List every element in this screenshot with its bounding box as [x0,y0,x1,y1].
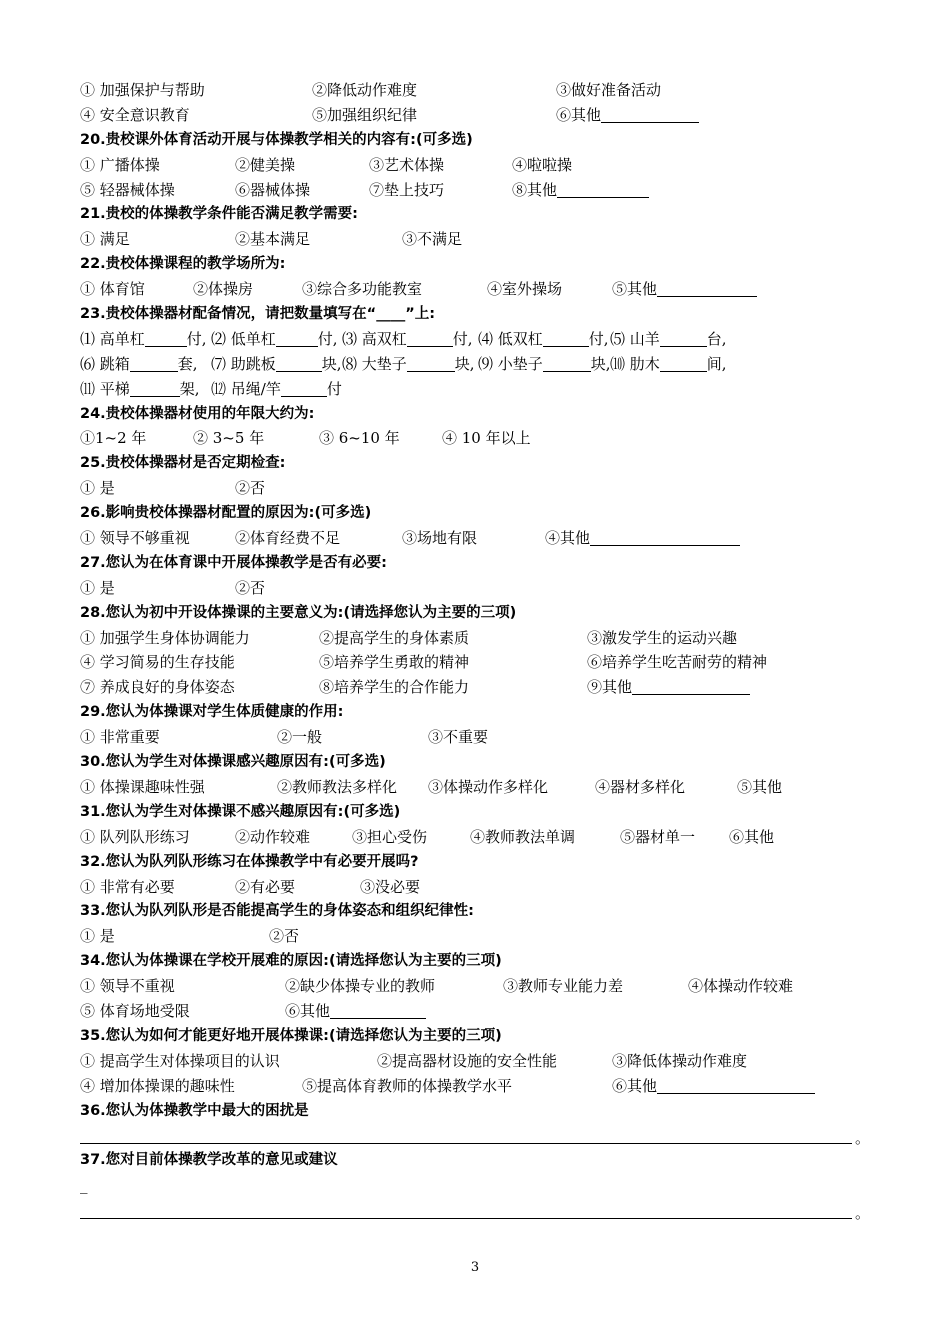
option-item[interactable] [80,526,190,551]
unit-label: 台, [706,329,727,348]
option-item[interactable] [80,675,235,700]
option-label: ①1~2 年 [80,429,147,448]
option-row [80,103,870,128]
option-label: ① 是 [80,479,115,498]
option-label: ① 领导不够重视 [80,529,190,548]
question-heading: 30.您认为学生对体操课感兴趣原因有:(可多选) [80,754,386,771]
option-item[interactable] [595,775,685,800]
option-row [80,476,870,501]
option-item[interactable] [235,153,295,178]
option-label: ④室外操场 [487,280,563,299]
option-label: ⑺ 助跳板 [211,354,276,373]
questionnaire-page [80,78,870,1223]
option-row [80,178,870,203]
option-row [80,153,870,178]
option-item[interactable] [193,277,253,302]
option-label: ① 体育馆 [80,280,145,299]
option-item[interactable] [556,78,661,103]
option-label: ②降低动作难度 [312,81,418,99]
option-row [80,999,870,1024]
option-item[interactable] [80,875,175,900]
option-label: ⑤提高体育教师的体操教学水平 [302,1076,513,1095]
option-label: ① 非常重要 [80,728,160,747]
question-heading: 27.您认为在体育课中开展体操教学是否有必要: [80,554,387,571]
option-row [80,775,870,800]
option-row [80,277,870,302]
question-heading: 29.您认为体操课对学生体质健康的作用: [80,704,344,721]
option-row [80,426,870,451]
option-label: ① 队列队形练习 [80,827,190,846]
option-label: ⑤器材单一 [620,827,696,846]
option-label: ① 加强保护与帮助 [80,81,205,99]
option-item[interactable] [80,775,205,800]
option-row [80,1074,870,1099]
option-item[interactable] [478,327,609,352]
option-label: ⑧培养学生的合作能力 [319,678,470,697]
fill-in-blank[interactable] [407,329,453,347]
option-label: ②体操房 [193,280,254,299]
option-item[interactable] [369,153,444,178]
option-label: ④啦啦操 [512,155,573,174]
option-row [80,875,870,900]
fill-in-blank[interactable] [657,1076,815,1094]
option-label: ③艺术体操 [369,155,445,174]
option-row [80,675,870,700]
question-heading: 24.贵校体操器材使用的年限大约为: [80,405,315,422]
option-label: ②体育经费不足 [235,529,341,548]
question-heading: 23.贵校体操器材配备情况，请把数量填写在“____”上: [80,306,436,323]
option-label: ⑤ 体育场地受限 [80,1001,190,1020]
option-item[interactable] [503,974,623,999]
question-heading: 34.您认为体操课在学校开展难的原因:(请选择您认为主要的三项) [80,953,502,970]
question-heading: 36.您认为体操教学中最大的困扰是 [80,1102,309,1119]
option-label: ① 体操课趣味性强 [80,777,205,796]
option-item[interactable] [193,426,264,451]
option-item[interactable] [235,875,295,900]
fill-in-blank[interactable] [660,329,707,347]
option-label: ⑽ 肋木 [610,354,660,373]
option-item[interactable] [80,1074,235,1099]
option-label: ③做好准备活动 [556,81,662,99]
question-heading: 33.您认为队列队形是否能提高学生的身体姿态和组织纪律性: [80,903,474,920]
option-item[interactable] [302,277,422,302]
question-heading: 25.贵校体操器材是否定期检查: [80,455,286,472]
question-heading: 20.贵校课外体育活动开展与体操教学相关的内容有:(可多选) [80,131,473,148]
option-item[interactable] [688,974,793,999]
option-item[interactable] [612,277,757,302]
option-label: ⑨其他 [587,678,633,697]
option-label: ② 3~5 年 [193,429,265,448]
option-row [80,650,870,675]
question-heading: 22.贵校体操课程的教学场所为: [80,256,286,273]
option-row [80,327,870,352]
option-item[interactable] [235,227,310,252]
option-item[interactable] [80,426,146,451]
option-label: ⑷ 低双杠 [478,329,543,348]
option-label: ②教师教法多样化 [277,777,398,796]
option-item[interactable] [512,153,572,178]
option-label: ②否 [269,927,300,946]
option-label: ②否 [235,578,266,597]
option-label: ④体操动作较难 [688,977,794,996]
option-item[interactable] [360,875,420,900]
option-item[interactable] [369,178,444,203]
option-item[interactable] [80,1049,280,1074]
option-label: ⑸ 山羊 [610,329,660,348]
option-item[interactable] [428,775,548,800]
option-label: ②有必要 [235,877,296,896]
option-label: ②否 [235,479,266,498]
option-label: ②一般 [277,728,323,747]
unit-label: 架, [179,379,200,398]
option-label: ④器材多样化 [595,777,686,796]
option-item[interactable] [80,725,160,750]
option-item[interactable] [235,825,310,850]
fill-in-blank[interactable] [130,379,180,397]
option-item[interactable] [285,999,426,1024]
option-label: ③综合多功能教室 [302,280,423,299]
option-item[interactable] [612,1074,815,1099]
question-heading: 35.您认为如何才能更好地开展体操课:(请选择您认为主要的三项) [80,1027,502,1044]
option-label: ④ 增加体操课的趣味性 [80,1076,235,1095]
option-item[interactable] [402,526,477,551]
option-item[interactable] [80,924,115,949]
answer-end-mark: 。 [854,1129,870,1148]
option-label: ③激发学生的运动兴趣 [587,628,738,647]
option-label: ⑾ 平梯 [80,379,130,398]
option-label: ⑤加强组织纪律 [312,105,418,124]
option-label: ③体操动作多样化 [428,777,549,796]
option-row [80,974,870,999]
option-item[interactable] [302,1074,512,1099]
answer-end-mark: 。 [854,1203,870,1222]
option-item[interactable] [80,227,130,252]
option-label: ②基本满足 [235,230,311,249]
option-label: ⑴ 高单杠 [80,329,145,348]
option-label: ① 加强学生身体协调能力 [80,628,250,647]
fill-in-blank[interactable] [543,354,591,372]
option-label: ②缺少体操专业的教师 [285,977,436,996]
option-item[interactable] [512,178,649,203]
option-label: ③ 6~10 年 [319,429,400,448]
option-label: ⑥培养学生吃苦耐劳的精神 [587,653,768,672]
option-label: ⑥其他 [729,827,775,846]
option-item[interactable] [620,825,695,850]
option-item[interactable] [610,352,727,377]
answer-line[interactable] [80,1123,870,1148]
question-heading: 32.您认为队列队形练习在体操教学中有必要开展吗? [80,853,419,870]
option-label: ⑥其他 [285,1001,331,1020]
option-item[interactable] [80,327,207,352]
option-item[interactable] [470,825,575,850]
option-item[interactable] [487,277,562,302]
question-heading: 31.您认为学生对体操课不感兴趣原因有:(可多选) [80,803,401,820]
option-label: ⑶ 高双杠 [342,329,407,348]
option-item[interactable] [211,327,338,352]
option-label: ① 非常有必要 [80,877,175,896]
page-number: 3 [470,1260,480,1275]
option-row [80,626,870,651]
option-item[interactable] [235,476,265,501]
option-label: ⑵ 低单杠 [211,329,276,348]
option-row [80,825,870,850]
option-item[interactable] [80,476,115,501]
option-label: ④教师教法单调 [470,827,576,846]
option-item[interactable] [610,327,727,352]
option-item[interactable] [277,725,322,750]
fill-in-blank[interactable] [407,354,455,372]
unit-label: 块, [454,354,475,373]
fill-in-blank[interactable] [657,279,757,297]
option-label: ⑻ 大垫子 [342,354,407,373]
fill-in-blank[interactable] [543,329,589,347]
option-item[interactable] [319,650,469,675]
fill-in-blank[interactable] [145,329,187,347]
option-item[interactable] [377,1049,557,1074]
answer-line[interactable] [80,1198,870,1223]
option-item[interactable] [428,725,488,750]
fill-in-blank[interactable] [557,180,649,198]
option-label: ⑥其他 [612,1076,658,1095]
option-label: ⑧其他 [512,180,558,199]
option-item[interactable] [312,78,417,103]
option-row [80,78,870,103]
option-label: ① 是 [80,578,115,597]
option-item[interactable] [235,526,340,551]
option-item[interactable] [587,626,737,651]
option-item[interactable] [80,153,160,178]
unit-label: 付, [452,329,473,348]
option-item[interactable] [80,825,190,850]
fill-in-blank[interactable] [276,329,318,347]
option-item[interactable] [80,576,115,601]
option-item[interactable] [319,626,469,651]
option-row [80,1049,870,1074]
option-label: ③教师专业能力差 [503,977,624,996]
option-label: ②动作较难 [235,827,311,846]
option-label: ②提高器材设施的安全性能 [377,1051,558,1070]
option-item[interactable] [342,327,473,352]
option-item[interactable] [80,277,145,302]
option-item[interactable] [80,103,190,128]
question-heading: 26.影响贵校体操器材配置的原因为:(可多选) [80,505,372,522]
option-item[interactable] [612,1049,747,1074]
option-label: ③担心受伤 [352,827,428,846]
option-row [80,526,870,551]
option-item[interactable] [80,626,250,651]
option-label: ④ 10 年以上 [442,429,531,448]
option-label: ⑥其他 [556,105,602,124]
answer-rule [80,1143,852,1144]
fill-in-blank[interactable] [660,354,707,372]
unit-label: 付 [326,379,342,398]
answer-rule [80,1218,852,1219]
option-label: ④ 学习简易的生存技能 [80,653,235,672]
option-item[interactable] [277,775,397,800]
option-label: ① 满足 [80,230,130,249]
option-item[interactable] [80,974,175,999]
option-label: ④其他 [545,529,591,548]
option-label: ⑤ 轻器械体操 [80,180,175,199]
option-item[interactable] [312,103,417,128]
option-item[interactable] [80,352,198,377]
option-label: ③不重要 [428,728,489,747]
option-label: ⑼ 小垫子 [478,354,543,373]
unit-label: 付, [186,329,207,348]
option-item[interactable] [211,377,342,402]
option-label: ⑿ 吊绳/竿 [211,379,281,398]
option-label: ① 领导不重视 [80,977,175,996]
option-label: ① 广播体操 [80,155,160,174]
option-label: ⑤培养学生勇敢的精神 [319,653,470,672]
option-item[interactable] [442,426,531,451]
fill-in-blank[interactable] [276,354,322,372]
option-item[interactable] [80,78,205,103]
option-item[interactable] [587,650,767,675]
fill-in-blank[interactable] [130,354,178,372]
option-item[interactable] [319,675,469,700]
fill-in-blank[interactable] [632,677,750,695]
option-label: ⑤其他 [612,280,658,299]
option-label: ③降低体操动作难度 [612,1051,748,1070]
option-row [80,576,870,601]
option-row [80,924,870,949]
option-label: ③没必要 [360,877,421,896]
option-item[interactable] [319,426,400,451]
option-item[interactable] [80,178,175,203]
option-label: ① 提高学生对体操项目的认识 [80,1051,280,1070]
option-row [80,377,870,402]
option-item[interactable] [587,675,750,700]
unit-label: 付, [317,329,338,348]
option-item[interactable] [478,352,611,377]
option-label: ⑤其他 [737,777,783,796]
answer-dash: _ [80,1176,88,1195]
option-item[interactable] [402,227,462,252]
option-row [80,725,870,750]
unit-label: 块, [321,354,342,373]
unit-label: 付, [588,329,609,348]
unit-label: 块, [590,354,611,373]
question-heading: 37.您对目前体操教学改革的意见或建议 [80,1152,338,1169]
option-item[interactable] [737,775,782,800]
fill-in-blank[interactable] [601,105,699,123]
option-item[interactable] [545,526,740,551]
option-item[interactable] [352,825,427,850]
option-item[interactable] [80,999,190,1024]
fill-in-blank[interactable] [281,379,327,397]
question-heading: 21.贵校的体操教学条件能否满足教学需要: [80,206,358,223]
option-label: ⑦ 养成良好的身体姿态 [80,678,235,697]
option-item[interactable] [285,974,435,999]
option-label: ⑦垫上技巧 [369,180,445,199]
option-label: ⑥器械体操 [235,180,311,199]
unit-label: 间, [706,354,727,373]
option-label: ⑹ 跳箱 [80,354,130,373]
option-label: ②提高学生的身体素质 [319,628,470,647]
option-label: ④ 安全意识教育 [80,105,190,124]
option-row [80,352,870,377]
question-heading: 28.您认为初中开设体操课的主要意义为:(请选择您认为主要的三项) [80,604,517,621]
option-item[interactable] [235,178,310,203]
fill-in-blank[interactable] [330,1001,426,1019]
option-item[interactable] [235,576,265,601]
unit-label: 套, [177,354,198,373]
option-item[interactable] [269,924,299,949]
option-label: ②健美操 [235,155,296,174]
option-row [80,227,870,252]
option-item[interactable] [80,650,235,675]
fill-in-blank[interactable] [590,528,740,546]
option-item[interactable] [729,825,774,850]
option-item[interactable] [80,377,200,402]
option-label: ③场地有限 [402,529,478,548]
option-label: ① 是 [80,927,115,946]
option-item[interactable] [342,352,475,377]
option-item[interactable] [211,352,342,377]
option-item[interactable] [556,103,699,128]
option-label: ③不满足 [402,230,463,249]
